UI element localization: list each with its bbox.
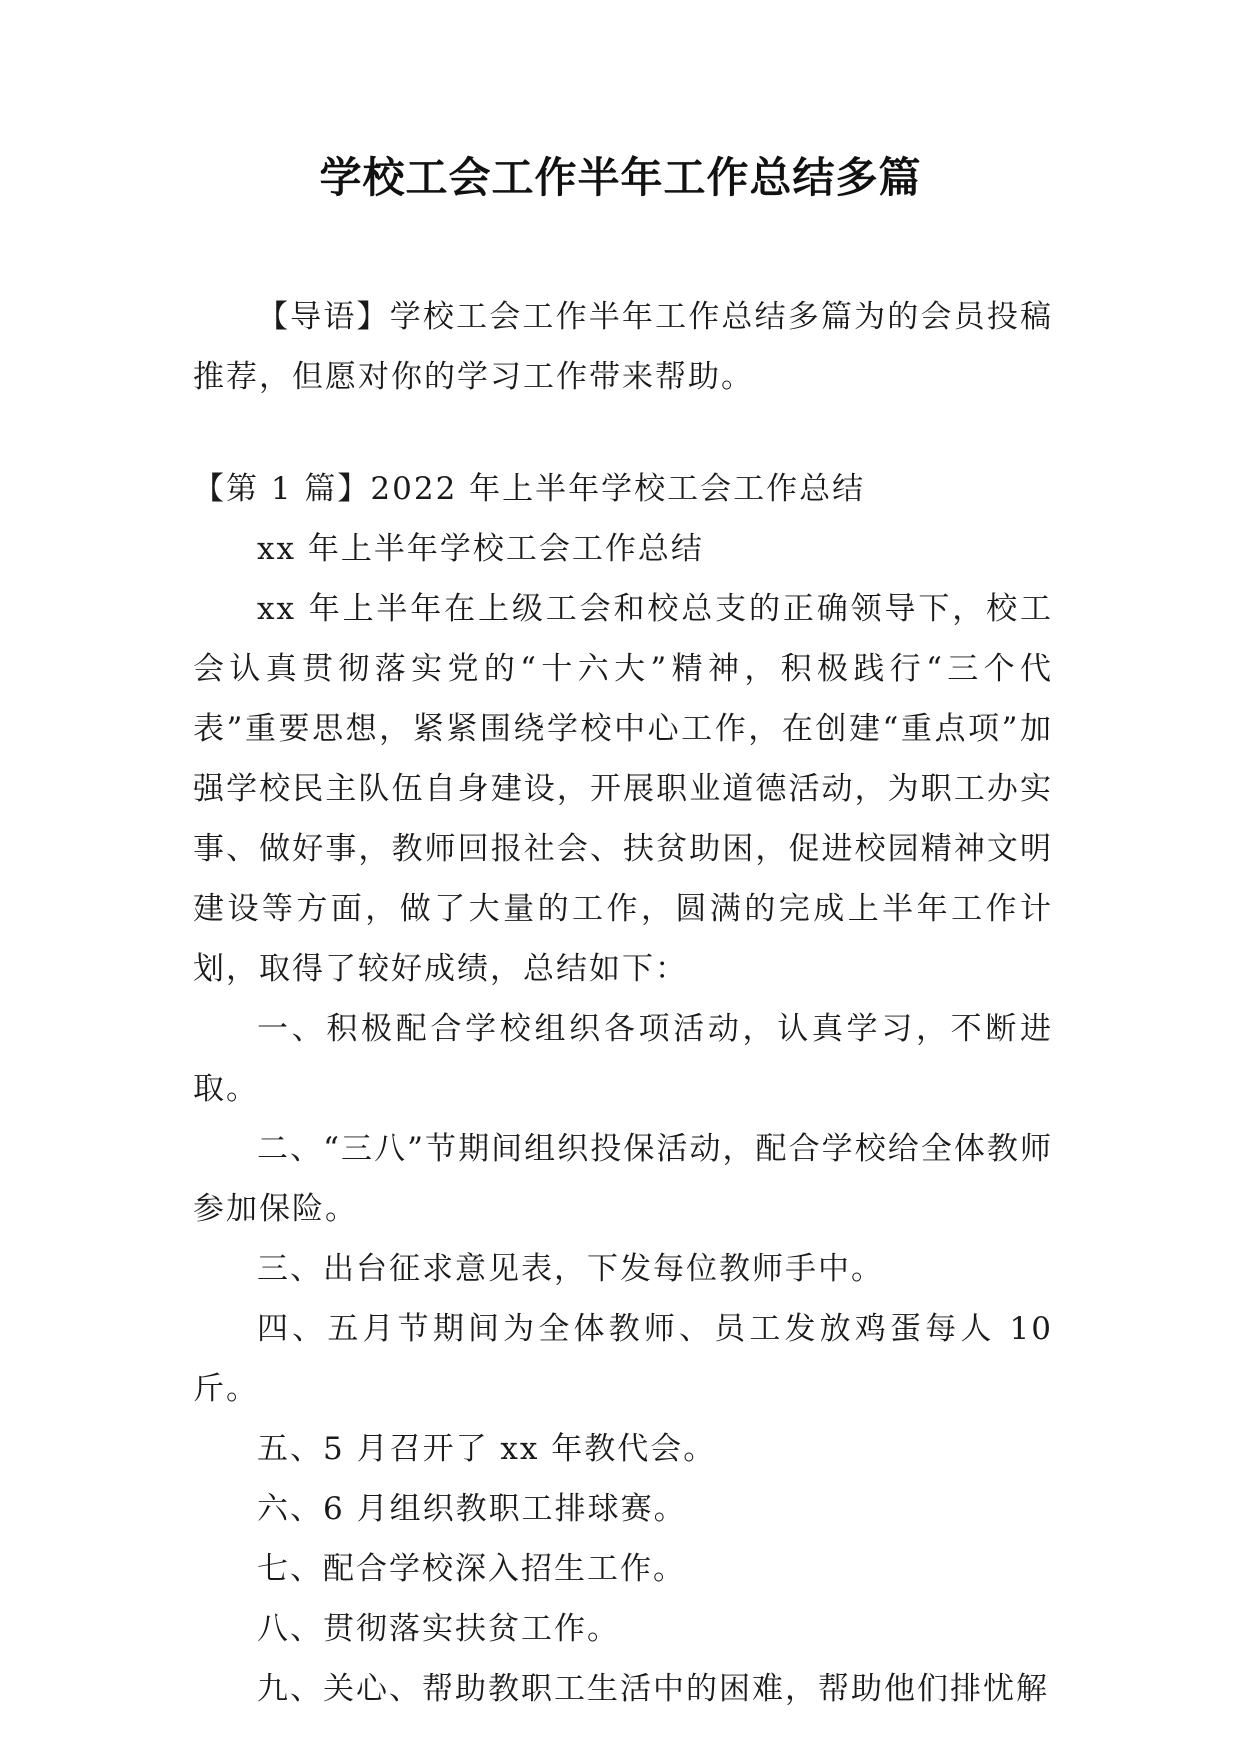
section-heading: 【第 1 篇】2022 年上半年学校工会工作总结: [193, 471, 866, 507]
body-paragraph: xx 年上半年在上级工会和校总支的正确领导下，校工会认真贯彻落实党的“十六大”精神，积极践行“三个代表”重要思想，紧紧围绕学校中心工作，在创建“重点项”加强学校民主队伍自身建设，开展职业道德活动，为职工办实事、做好事，教师回报社会、扶贫助困，促进校园精神文明建设等方面，做了大量的工作，圆满的完成上半年工作计划，取得了较好成绩，总结如下：: [193, 591, 1053, 987]
section-subtitle: xx 年上半年学校工会工作总结: [257, 531, 704, 567]
list-item: 九、关心、帮助教职工生活中的困难，帮助他们排忧解: [257, 1671, 1049, 1707]
list-item: 七、配合学校深入招生工作。: [257, 1551, 686, 1587]
list-item: 五、5 月召开了 xx 年教代会。: [257, 1431, 717, 1467]
intro-block: [193, 287, 1053, 407]
list-item: 一、积极配合学校组织各项活动，认真学习，不断进取。: [193, 1011, 1053, 1107]
list-item: 三、出台征求意见表，下发每位教师手中。: [257, 1251, 884, 1287]
document-title: 学校工会工作半年工作总结多篇: [319, 153, 922, 202]
list-item: 四、五月节期间为全体教师、员工发放鸡蛋每人 10 斤。: [193, 1311, 1053, 1407]
list-item: 二、“三八”节期间组织投保活动，配合学校给全体教师参加保险。: [193, 1131, 1053, 1227]
list-item: 八、贯彻落实扶贫工作。: [257, 1611, 620, 1647]
intro-paragraph: 【导语】学校工会工作半年工作总结多篇为的会员投稿推荐，但愿对你的学习工作带来帮助。: [193, 299, 1053, 395]
section-block: [193, 459, 1053, 1719]
list-item: 六、6 月组织教职工排球赛。: [257, 1491, 687, 1527]
